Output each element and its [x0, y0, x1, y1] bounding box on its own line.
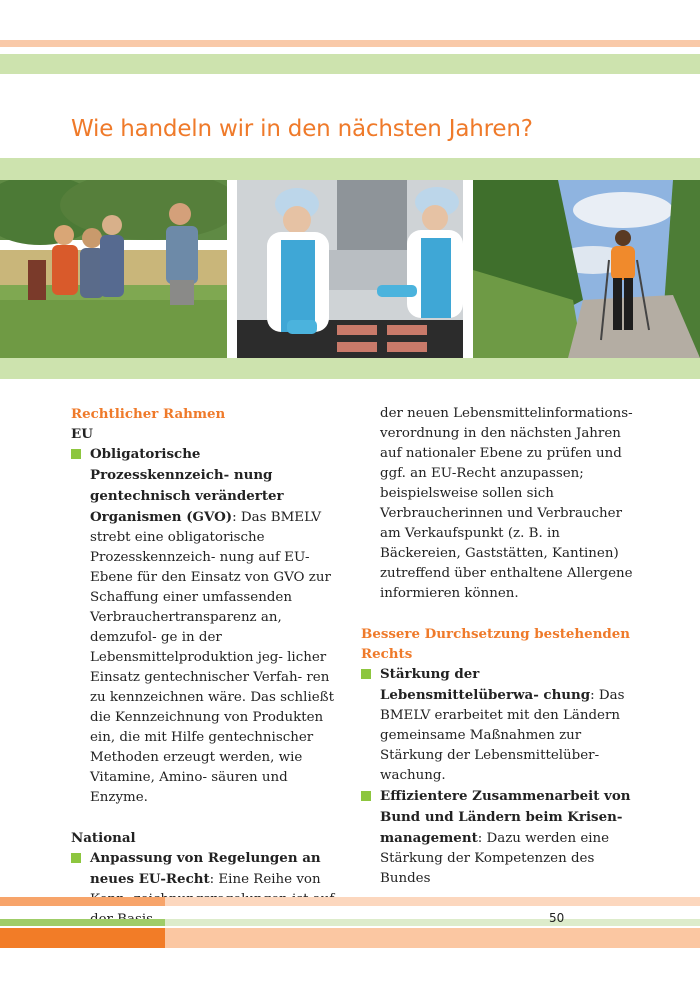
group-in-wheat-field-photo — [0, 180, 227, 358]
bullet-square-icon — [71, 449, 81, 459]
footer-green-stripe — [0, 919, 165, 926]
bullet-gvo-labeling — [71, 444, 343, 808]
section-title-legal-framework: Rechtlicher Rahmen — [71, 406, 226, 422]
page-number: 50 — [549, 911, 565, 925]
top-green-stripe — [0, 54, 700, 74]
food-production-workers-photo — [237, 180, 463, 358]
bullet-bold-lead: Effizientere Zusammenarbeit von Bund und Ländern beim Krisen- management — [380, 788, 631, 846]
footer-orange-stripe — [0, 897, 165, 906]
bullet-bold-lead: Obligatorische Prozesskennzeich- nung gentechnisch veränderter Organismen (GVO) — [90, 446, 284, 525]
footer-light-green-stripe — [165, 919, 700, 926]
nordic-walking-woman-photo — [473, 180, 700, 358]
bullet-bold-lead: Anpassung von Regelungen an neues EU-Recht — [90, 850, 321, 887]
right-column — [361, 404, 637, 889]
bullet-square-icon — [71, 853, 81, 863]
page-title: Wie handeln wir in den nächsten Jahren? — [71, 116, 533, 142]
bullet-food-control — [361, 664, 637, 786]
left-column — [71, 404, 343, 930]
heading-national: National — [71, 830, 136, 846]
bullet-text: : Dazu werden eine Stärkung der Kompetenzen des Bundes — [380, 831, 610, 886]
footer-peach-stripe — [165, 897, 700, 906]
photo-band-bottom — [0, 358, 700, 379]
bullet-crisis-management — [361, 786, 637, 889]
continuation-paragraph: der neuen Lebensmittelinformations- verordnung in den nächsten Jahren auf nationaler Ebene zu prüfen und ggf. an EU-Recht anzupassen; beispielsweise sollen sich Verbraucherinnen und Verbraucher am Verkaufspunkt (z. B. in Bäckereien, Gaststätten, Kantinen) zutreffend über enthaltene Allergene informieren können. — [380, 406, 633, 601]
bullet-text: : Das BMELV erarbeitet mit den Ländern gemeinsame Maßnahmen zur Stärkung der Lebensmittelüber- wachung. — [380, 688, 625, 783]
photo-band-top — [0, 158, 700, 180]
bullet-eu-law-adaptation — [71, 848, 343, 930]
section-title-enforcement: Bessere Durchsetzung bestehenden Rechts — [361, 626, 631, 662]
bullet-text: : Eine Reihe von — [209, 872, 321, 887]
bullet-square-icon — [361, 791, 371, 801]
footer-light-orange-bar — [165, 928, 700, 948]
heading-eu: EU — [71, 426, 93, 442]
bullet-square-icon — [361, 669, 371, 679]
top-peach-stripe — [0, 40, 700, 47]
bullet-text: : Das BMELV strebt eine obligatorische Prozesskennzeich- nung auf EU-Ebene für den Einsatz von GVO zur Schaffung einer umfassenden Verbrauchertransparenz an, demzufol- ge in der Lebensmittelproduktion jeg- licher Einsatz gentechnischer Verfah- ren zu kennzeichnen wäre. Das schließt die Kennzeichnung von Produkten ein, die mit Hilfe gentechnischer Methoden erzeugt werden, wie Vitamine, Amino- säuren und Enzyme. — [90, 510, 334, 805]
footer-dark-orange-bar — [0, 928, 165, 948]
bullet-bold-lead: Stärkung der Lebensmittelüberwa- chung — [380, 666, 591, 703]
